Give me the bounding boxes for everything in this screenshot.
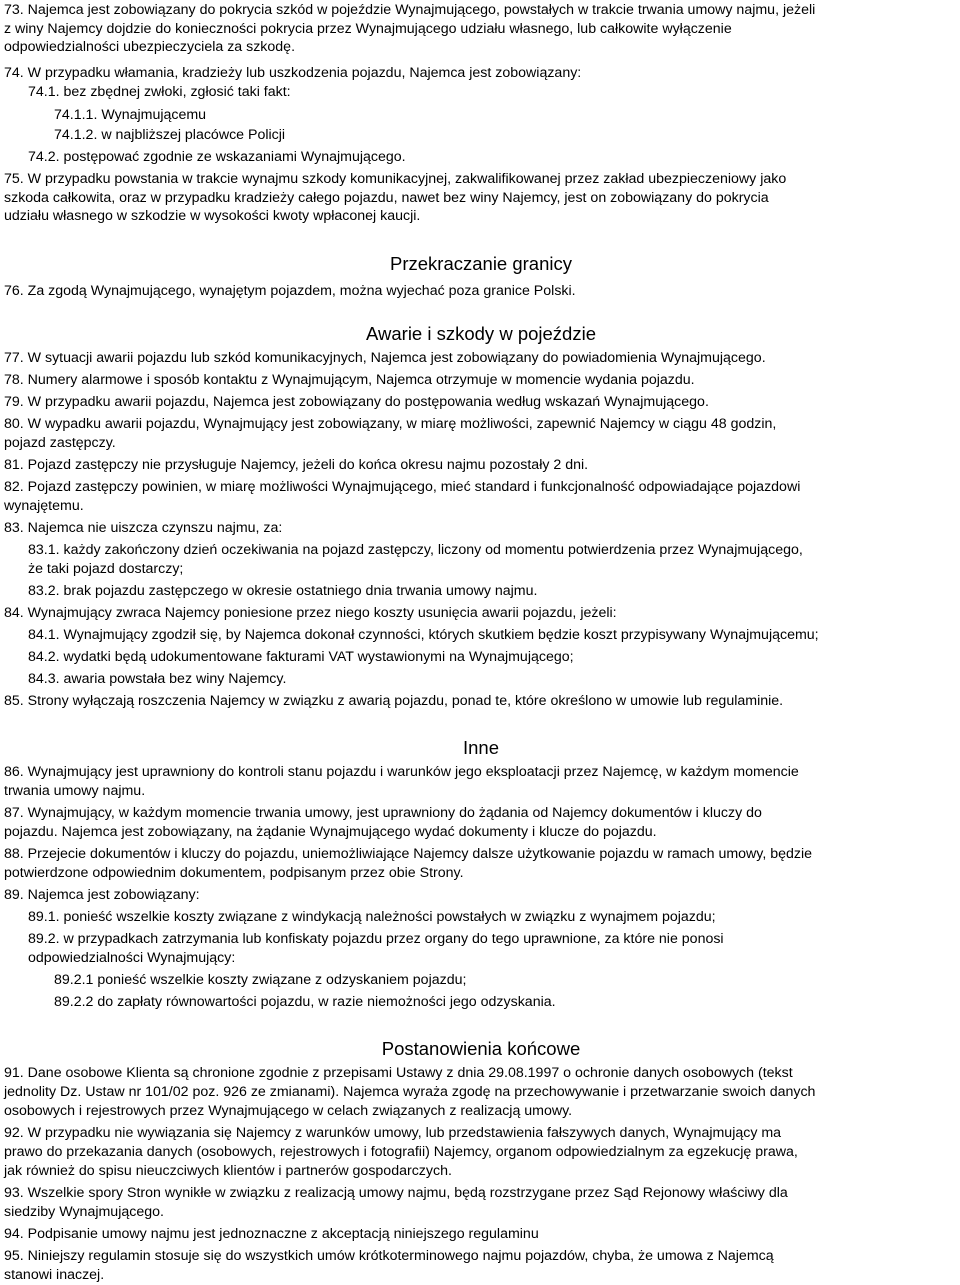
paragraph-line: 95. Niniejszy regulamin stosuje się do wszystkich umów krótkoterminowego najmu pojazdów, chyba, że umowa z Najemcą (4, 1248, 774, 1264)
paragraph-line: jednolity Dz. Ustaw nr 101/02 poz. 926 ze zmianami). Najemca wyraża zgodę na przechowywanie i przetwarzanie swoich danych (4, 1084, 816, 1100)
sub-item: 84.3. awaria powstała bez winy Najemcy. (28, 671, 287, 687)
paragraph-line: stanowi inaczej. (4, 1267, 105, 1283)
paragraph-line: 88. Przejecie dokumentów i kluczy do pojazdu, uniemożliwiające Najemcy dalsze użytkowanie pojazdu w ramach umowy, będzie (4, 846, 813, 862)
paragraph-line: szkoda całkowita, oraz w przypadku kradzieży całego pojazdu, nawet bez winy Najemcy, jest on zobowiązany do pokrycia (4, 190, 769, 206)
sub-sub-item: 74.1.1. Wynajmującemu (54, 107, 207, 123)
paragraph-line: pojazd zastępczy. (4, 435, 116, 451)
sub-item: 89.2. w przypadkach zatrzymania lub konfiskaty pojazdu przez organy do tego uprawnione, za które nie ponosi (28, 931, 724, 947)
paragraph-line: prawo do przekazania danych (osobowych, rejestrowych i fotografii) Najemcy, organom odpowiedzialnym za egzekucję prawa, (4, 1144, 798, 1160)
paragraph-line: osobowych i rejestrowych przez Wynajmującego w celach związanych z realizacją umowy. (4, 1103, 573, 1119)
paragraph-line: siedziby Wynajmującego. (4, 1204, 164, 1220)
paragraph-line: 94. Podpisanie umowy najmu jest jednoznaczne z akceptacją niniejszego regulaminu (4, 1226, 539, 1242)
section-heading-borders: Przekraczanie granicy (390, 253, 572, 274)
section-heading-breakdowns: Awarie i szkody w pojeździe (366, 323, 596, 344)
sub-sub-item: 89.2.1 ponieść wszelkie koszty związane z odzyskaniem pojazdu; (54, 972, 467, 988)
sub-item: 83.2. brak pojazdu zastępczego w okresie ostatniego dnia trwania umowy najmu. (28, 583, 538, 599)
sub-item: 74.1. bez zbędnej zwłoki, zgłosić taki fakt: (28, 84, 291, 100)
paragraph-line: 89. Najemca jest zobowiązany: (4, 887, 200, 903)
section-heading-final: Postanowienia końcowe (381, 1038, 581, 1059)
paragraph-line: udziału własnego w szkodzie w wysokości kwoty wpłaconej kaucji. (4, 208, 421, 224)
paragraph-line: 83. Najemca nie uiszcza czynszu najmu, za: (4, 520, 283, 536)
paragraph-line: 84. Wynajmujący zwraca Najemcy poniesione przez niego koszty usunięcia awarii pojazdu, jeżeli: (4, 605, 617, 621)
paragraph-line: 75. W przypadku powstania w trakcie wynajmu szkody komunikacyjnej, zakwalifikowanej przez zakład ubezpieczeniowy jako (4, 171, 787, 187)
paragraph-line: jak również do spisu nieuczciwych klientów i partnerów gospodarczych. (4, 1163, 452, 1179)
paragraph-line: 80. W wypadku awarii pojazdu, Wynajmujący jest zobowiązany, w miarę możliwości, zapewnić Najemcy w ciągu 48 godzin, (4, 416, 777, 432)
paragraph-line: 93. Wszelkie spory Stron wynikłe w związku z realizacją umowy najmu, będą rozstrzygane przez Sąd Rejonowy właściwy dla (4, 1185, 788, 1201)
paragraph-line: 74. W przypadku włamania, kradzieży lub uszkodzenia pojazdu, Najemca jest zobowiązany: (4, 65, 582, 81)
sub-sub-item: 74.1.2. w najbliższej placówce Policji (54, 127, 286, 143)
sub-item: odpowiedzialności Wynajmujący: (28, 950, 236, 966)
sub-sub-item: 89.2.2 do zapłaty równowartości pojazdu, w razie niemożności jego odzyskania. (54, 994, 556, 1010)
paragraph-line: trwania umowy najmu. (4, 783, 146, 799)
paragraph-line: 79. W przypadku awarii pojazdu, Najemca jest zobowiązany do postępowania według wskazań Wynajmującego. (4, 394, 709, 410)
sub-item: 74.2. postępować zgodnie ze wskazaniami Wynajmującego. (28, 149, 406, 165)
sub-item: 83.1. każdy zakończony dzień oczekiwania na pojazd zastępczy, liczony od momentu potwierdzenia przez Wynajmującego, (28, 542, 803, 558)
sub-item: 84.1. Wynajmujący zgodził się, by Najemca dokonał czynności, których skutkiem będzie koszt przypisywany Wynajmującemu; (28, 627, 819, 643)
section-heading-other: Inne (462, 737, 499, 758)
paragraph-line: pojazdu. Najemca jest zobowiązany, na żądanie Wynajmującego wydać dokumenty i klucze do pojazdu. (4, 824, 657, 840)
paragraph-line: 78. Numery alarmowe i sposób kontaktu z Wynajmującym, Najemca otrzymuje w momencie wydania pojazdu. (4, 372, 695, 388)
sub-item: że taki pojazd dostarczy; (28, 561, 184, 577)
paragraph-line: 85. Strony wyłączają roszczenia Najemcy w związku z awarią pojazdu, ponad te, które określono w umowie lub regulaminie. (4, 693, 784, 709)
paragraph-line: 87. Wynajmujący, w każdym momencie trwania umowy, jest uprawniony do żądania od Najemcy dokumentów i kluczy do (4, 805, 762, 821)
paragraph-line: 92. W przypadku nie wywiązania się Najemcy z warunków umowy, lub przedstawienia fałszywych danych, Wynajmujący ma (4, 1125, 782, 1141)
paragraph-line: z winy Najemcy dojdzie do konieczności pokrycia przez Wynajmującego udziału własnego, lub całkowite wyłączenie (4, 21, 732, 37)
paragraph-line: 82. Pojazd zastępczy powinien, w miarę możliwości Wynajmującego, mieć standard i funkcjonalność odpowiadające pojazdowi (4, 479, 801, 495)
paragraph-line: 86. Wynajmujący jest uprawniony do kontroli stanu pojazdu i warunków jego eksploatacji przez Najemcę, w każdym momencie (4, 764, 799, 780)
paragraph-line: 91. Dane osobowe Klienta są chronione zgodnie z przepisami Ustawy z dnia 29.08.1997 o ochronie danych osobowych (tekst (4, 1065, 793, 1081)
paragraph-line: 81. Pojazd zastępczy nie przysługuje Najemcy, jeżeli do końca okresu najmu pozostały 2 dni. (4, 457, 589, 473)
paragraph-line: 73. Najemca jest zobowiązany do pokrycia szkód w pojeździe Wynajmującego, powstałych w trakcie trwania umowy najmu, jeżeli (4, 2, 816, 18)
paragraph-line: wynajętemu. (4, 498, 84, 514)
paragraph-line: 77. W sytuacji awarii pojazdu lub szkód komunikacyjnych, Najemca jest zobowiązany do powiadomienia Wynajmującego. (4, 350, 766, 366)
paragraph-line: 76. Za zgodą Wynajmującego, wynajętym pojazdem, można wyjechać poza granice Polski. (4, 283, 576, 299)
sub-item: 84.2. wydatki będą udokumentowane fakturami VAT wystawionymi na Wynajmującego; (28, 649, 574, 665)
sub-item: 89.1. ponieść wszelkie koszty związane z windykacją należności powstałych w związku z wynajmem pojazdu; (28, 909, 716, 925)
paragraph-line: odpowiedzialności ubezpieczyciela za szkodę. (4, 39, 296, 55)
paragraph-line: potwierdzone odpowiednim dokumentem, podpisanym przez obie Strony. (4, 865, 464, 881)
